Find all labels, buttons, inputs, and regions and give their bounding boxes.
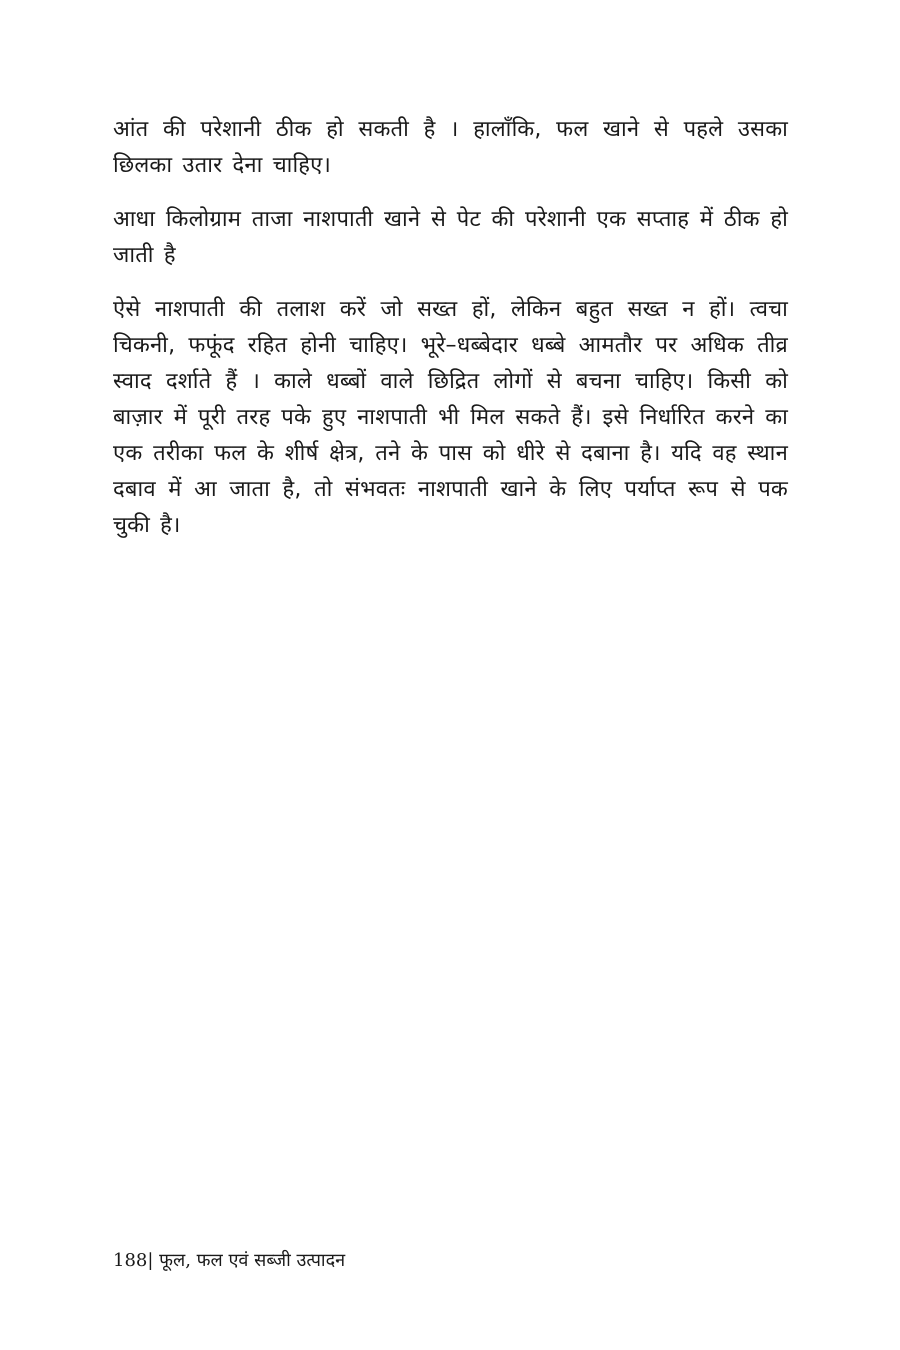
- paragraph-2: आधा किलोग्राम ताजा नाशपाती खाने से पेट की परेशानी एक सप्ताह में ठीक हो जाती है: [113, 207, 788, 268]
- page-body: [113, 112, 788, 562]
- paragraph-3: ऐसे नाशपाती की तलाश करें जो सख्त हों, लेकिन बहुत सख्त न हों। त्वचा चिकनी, फफूंद रहित होनी चाहिए। भूरे–धब्बेदार धब्बे आमतौर पर अधिक तीव्र स्वाद दर्शाते हैं । काले धब्बों वाले छिद्रित लोगों से बचना चाहिए। किसी को बाज़ार में पूरी तरह पके हुए नाशपाती भी मिल सकते हैं। इसे निर्धारित करने का एक तरीका फल के शीर्ष क्षेत्र, तने के पास को धीरे से दबाना है। यदि वह स्थान दबाव में आ जाता है, तो संभवतः नाशपाती खाने के लिए पर्याप्त रूप से पक चुकी है।: [113, 297, 788, 538]
- paragraph-1: आंत की परेशानी ठीक हो सकती है । हालाँकि, फल खाने से पहले उसका छिलका उतार देना चाहिए।: [113, 117, 788, 178]
- page-footer: 188| फूल, फल एवं सब्जी उत्पादन: [113, 1250, 346, 1271]
